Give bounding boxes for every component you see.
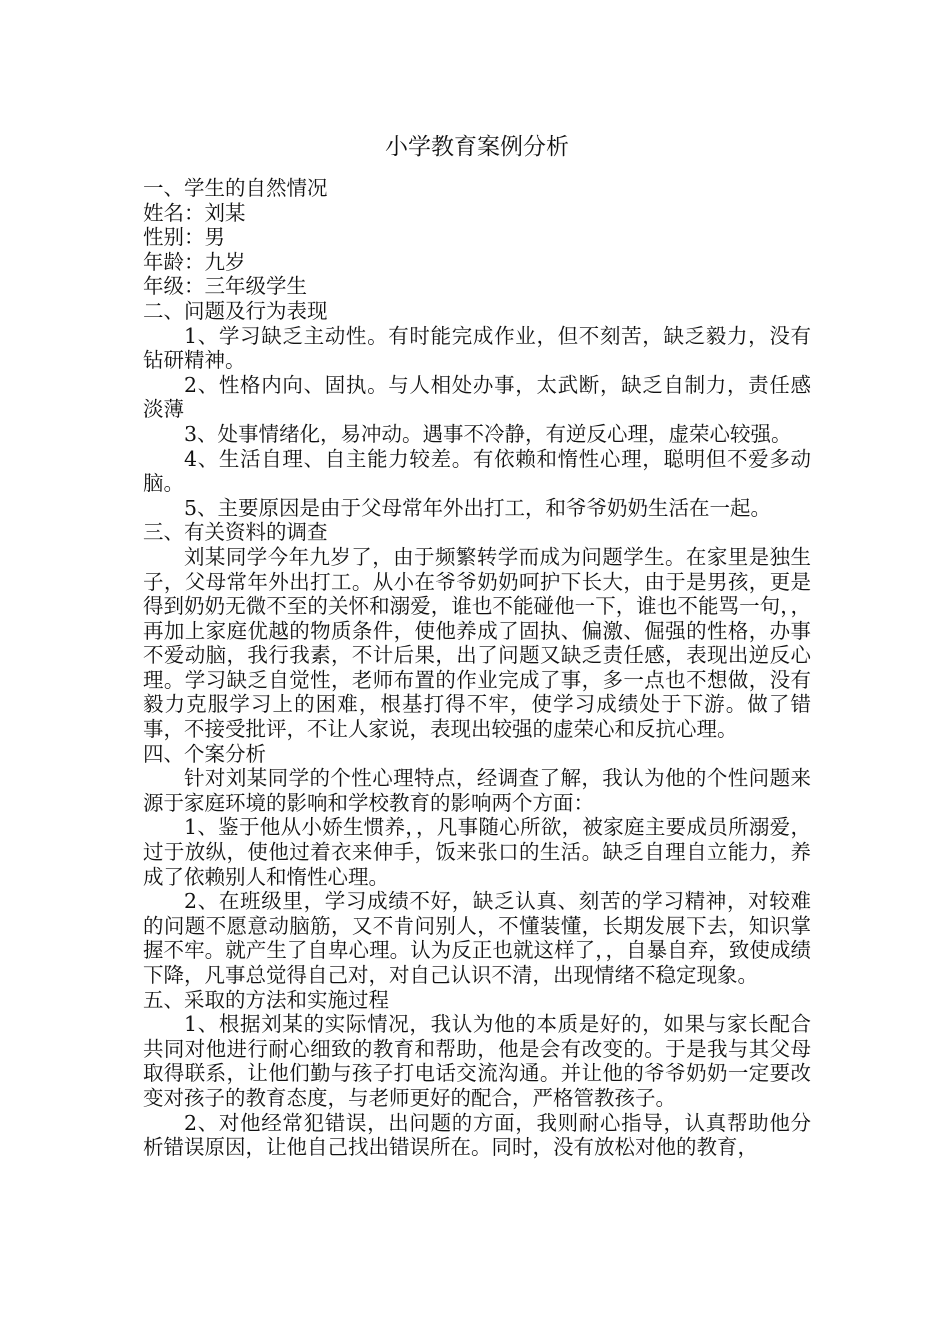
student-grade: 年级：三年级学生: [143, 274, 307, 299]
investigation-paragraph: 刘某同学今年九岁了，由于频繁转学而成为问题学生。在家里是独生子，父母常年外出打工。从小在爷爷奶奶呵护下长大，由于是男孩，更是得到奶奶无微不至的关怀和溺爱，谁也不能碰他一下，谁也不能骂一句，，再加上家庭优越的物质条件，使他养成了固执、偏激、倔强的性格，办事不爱动脑，我行我素，不计后果，出了问题又缺乏责任感，表现出逆反心理。学习缺乏自觉性，老师布置的作业完成了事，多一点也不想做，没有毅力克服学习上的困难，根基打得不牢，使学习成绩处于下游。做了错事，不接受批评，不让人家说，表现出较强的虚荣心和反抗心理。: [143, 544, 811, 742]
section-heading-case-analysis: 四、个案分析: [143, 741, 266, 766]
case-analysis-paragraph-1: 针对刘某同学的个性心理特点，经调查了解，我认为他的个性问题来源于家庭环境的影响和学校教育的影响两个方面：: [143, 766, 811, 815]
section-heading-problems: 二、问题及行为表现: [143, 298, 328, 323]
methods-paragraph-1: 1、根据刘某的实际情况，我认为他的本质是好的，如果与家长配合共同对他进行耐心细致的教育和帮助，他是会有改变的。于是我与其父母取得联系，让他们勤与孩子打电话交流沟通。并让他的爷爷奶奶一定要改变对孩子的教育态度，与老师更好的配合，严格管教孩子。: [143, 1012, 811, 1110]
document-page: [143, 132, 811, 1160]
section-heading-investigation: 三、有关资料的调查: [143, 520, 328, 545]
document-title: 小学教育案例分析: [385, 134, 569, 160]
problem-item-1: 1、学习缺乏主动性。有时能完成作业，但不刻苦，缺乏毅力，没有钻研精神。: [143, 323, 811, 373]
problem-item-4: 4、生活自理、自主能力较差。有依赖和惰性心理，聪明但不爱多动脑。: [143, 446, 811, 496]
case-analysis-paragraph-2: 1、鉴于他从小娇生惯养，，凡事随心所欲，被家庭主要成员所溺爱，过于放纵，使他过着衣来伸手，饭来张口的生活。缺乏自理自立能力，养成了依赖别人和惰性心理。: [143, 815, 811, 889]
case-analysis-paragraph-3: 2、在班级里，学习成绩不好，缺乏认真、刻苦的学习精神，对较难的问题不愿意动脑筋，又不肯问别人，不懂装懂，长期发展下去，知识掌握不牢。就产生了自卑心理。认为反正也就这样了，，自暴自弃，致使成绩下降，凡事总觉得自己对，对自己认识不清，出现情绪不稳定现象。: [143, 889, 811, 987]
problem-item-2: 2、性格内向、固执。与人相处办事，太武断，缺乏自制力，责任感淡薄: [143, 372, 811, 422]
problem-item-5: 5、主要原因是由于父母常年外出打工，和爷爷奶奶生活在一起。: [184, 495, 772, 520]
problem-item-3: 3、处事情绪化，易冲动。遇事不冷静，有逆反心理，虚荣心较强。: [184, 421, 792, 446]
student-age: 年龄：九岁: [143, 249, 246, 274]
student-name: 姓名：刘某: [143, 200, 246, 225]
section-heading-methods: 五、采取的方法和实施过程: [143, 987, 389, 1012]
section-heading-natural-info: 一、学生的自然情况: [143, 176, 328, 200]
student-gender: 性别：男: [143, 225, 225, 250]
methods-paragraph-2: 2、对他经常犯错误，出问题的方面，我则耐心指导，认真帮助他分析错误原因，让他自己找出错误所在。同时，没有放松对他的教育，: [143, 1110, 811, 1160]
